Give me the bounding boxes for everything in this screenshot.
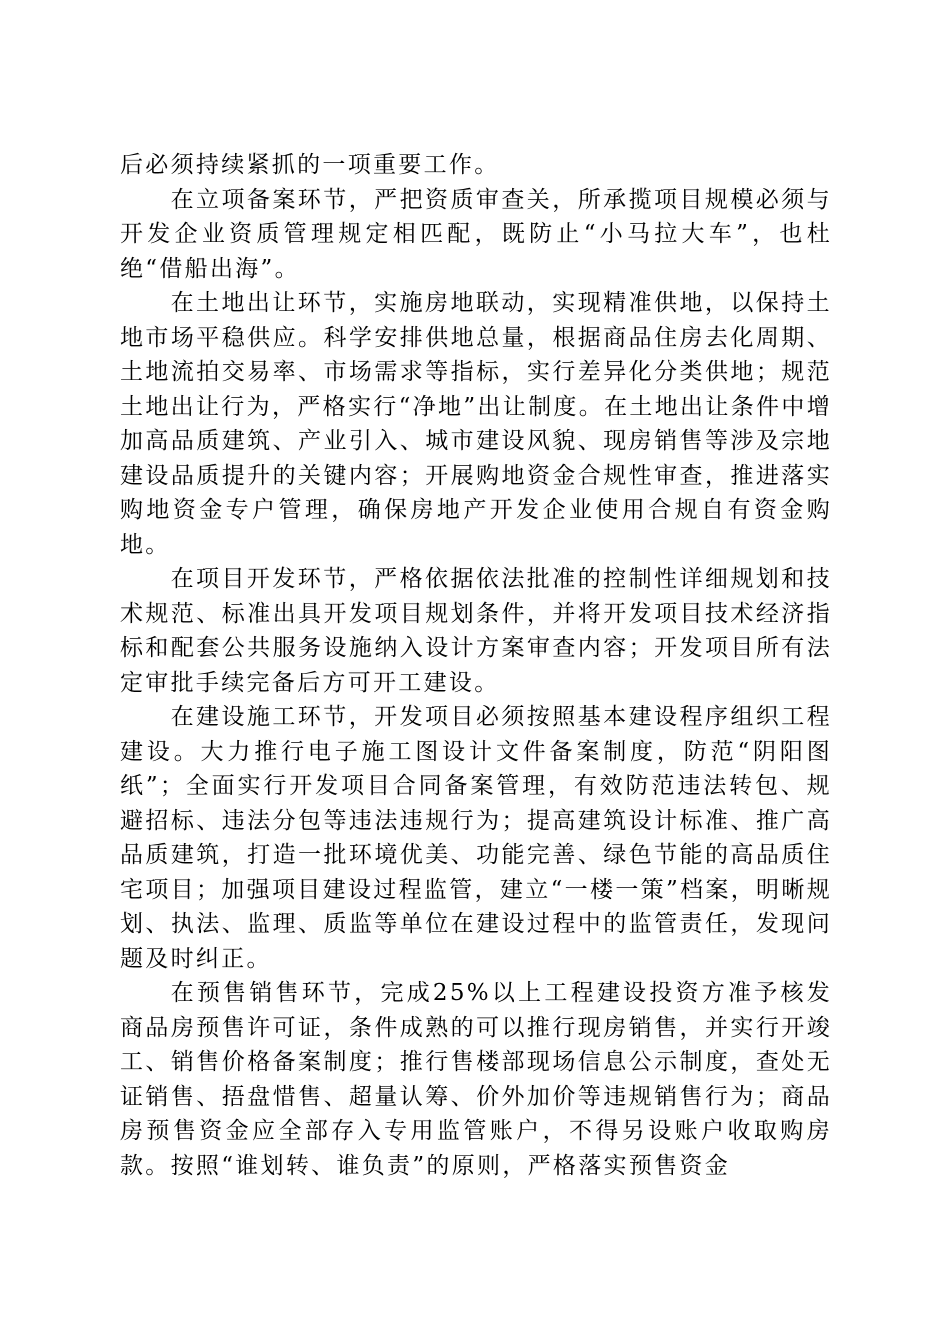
paragraph-presale: 在预售销售环节，完成25%以上工程建设投资方准予核发商品房预售许可证，条件成熟的可以推行现房销售，并实行开竣工、销售价格备案制度；推行售楼部现场信息公示制度，查处无证销售、捂盘惜售、超量认筹、价外加价等违规销售行为；商品房预售资金应全部存入专用监管账户，不得另设账户收取购房款。按照“谁划转、谁负责”的原则，严格落实预售资金 bbox=[120, 980, 832, 1179]
paragraph-construction: 在建设施工环节，开发项目必须按照基本建设程序组织工程建设。大力推行电子施工图设计文件备案制度，防范“阴阳图纸”；全面实行开发项目合同备案管理，有效防范违法转包、规避招标、违法分包等违法违规行为；提高建筑设计标准、推广高品质建筑，打造一批环境优美、功能完善、绿色节能的高品质住宅项目；加强项目建设过程监管，建立“一楼一策”档案，明晰规划、执法、监理、质监等单位在建设过程中的监管责任，发现问题及时纠正。 bbox=[120, 704, 832, 972]
paragraph-land-transfer: 在土地出让环节，实施房地联动，实现精准供地，以保持土地市场平稳供应。科学安排供地总量，根据商品住房去化周期、土地流拍交易率、市场需求等指标，实行差异化分类供地；规范土地出让行为，严格实行“净地”出让制度。在土地出让条件中增加高品质建筑、产业引入、城市建设风貌、现房销售等涉及宗地建设品质提升的关键内容；开展购地资金合规性审查，推进落实购地资金专户管理，确保房地产开发企业使用合规自有资金购地。 bbox=[120, 290, 832, 558]
paragraph-project-filing: 在立项备案环节，严把资质审查关，所承揽项目规模必须与开发企业资质管理规定相匹配，既防止“小马拉大车”，也杜绝“借船出海”。 bbox=[120, 186, 832, 282]
document-body bbox=[120, 148, 832, 1183]
paragraph-continuation: 后必须持续紧抓的一项重要工作。 bbox=[120, 152, 500, 178]
paragraph-project-development: 在项目开发环节，严格依据依法批准的控制性详细规划和技术规范、标准出具开发项目规划条件，并将开发项目技术经济指标和配套公共服务设施纳入设计方案审查内容；开发项目所有法定审批手续完备后方可开工建设。 bbox=[120, 566, 832, 696]
